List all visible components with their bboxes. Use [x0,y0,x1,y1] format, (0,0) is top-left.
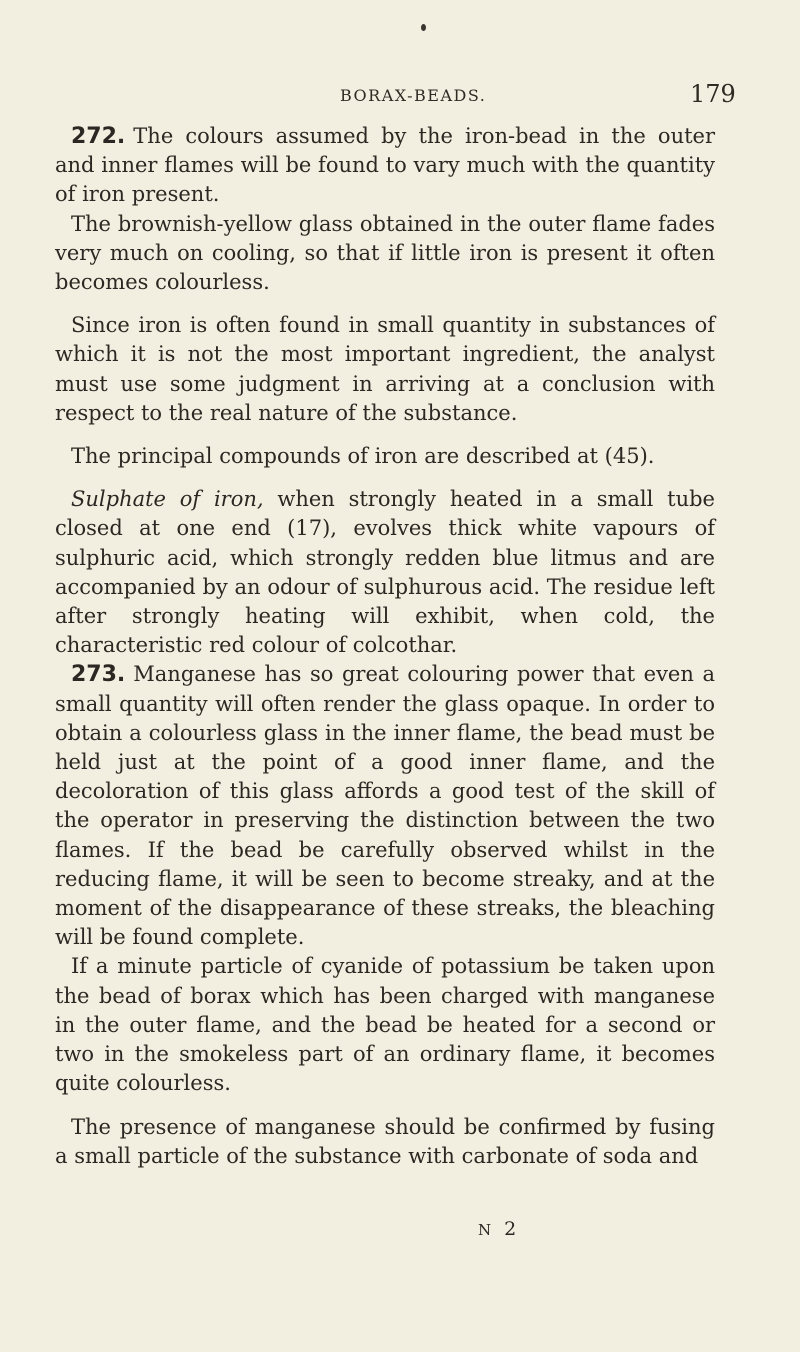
signature-mark [478,1218,517,1240]
paragraph [55,1113,715,1171]
ink-speck [421,24,426,31]
running-head: BORAX-BEADS. [340,86,487,105]
paragraph [55,952,715,1098]
page-number: 179 [690,80,736,108]
paragraph-273 [55,660,715,952]
signature-number: 2 [504,1218,518,1240]
section-number: 272. [71,124,126,149]
paragraph-text: If a minute particle of cyanide of potassium be taken upon the bead of borax which has been charged with manganese in the outer flame, and the bead be heated for a second or two in the smokeless part of an ordinary flame, it becomes quite colourless. [55,954,715,1096]
paragraph-text: Manganese has so great colouring power that even a small quantity will often render the glass opaque. In order to obtain a colourless glass in the inner flame, the bead must be held just at the point of a good inner flame, and the decoloration of this glass affords a good test of the skill of the operator in preserving the distinction between the two flames. If the bead be carefully observed whilst in the reducing flame, it will be seen to become streaky, and at the moment of the disappearance of these streaks, the bleaching will be found complete. [55,662,715,950]
paragraph [55,210,715,298]
page-body [55,122,715,1171]
signature-letter: N [478,1221,493,1239]
italic-lead: Sulphate of iron, [71,487,264,512]
paragraph-272 [55,122,715,210]
paragraph-text: The presence of manganese should be confirmed by fusing a small particle of the substance with carbonate of soda and [55,1114,715,1168]
paragraph [55,311,715,428]
section-number: 273. [71,662,126,688]
paragraph-text: when strongly heated in a small tube closed at one end (17), evolves thick white vapours of sulphuric acid, which strongly redden blue litmus and are accompanied by an odour of sulphurous acid. The residue left after strongly heating will exhibit, when cold, the characteristic red colour of colcothar. [55,487,715,658]
paragraph [55,442,715,471]
paragraph-text: The principal compounds of iron are described at (45). [71,444,655,469]
paragraph-sulphate [55,485,715,660]
paragraph-text: The colours assumed by the iron-bead in the outer and inner flames will be found to vary much with the quantity of iron present. [55,124,715,207]
paragraph-text: Since iron is often found in small quantity in substances of which it is not the most important ingredient, the analyst must use some judgment in arriving at a conclusion with respect to the real nature of the substance. [55,313,715,425]
paragraph-text: The brownish-yellow glass obtained in the outer flame fades very much on cooling, so that if little iron is present it often becomes colourless. [55,211,715,295]
